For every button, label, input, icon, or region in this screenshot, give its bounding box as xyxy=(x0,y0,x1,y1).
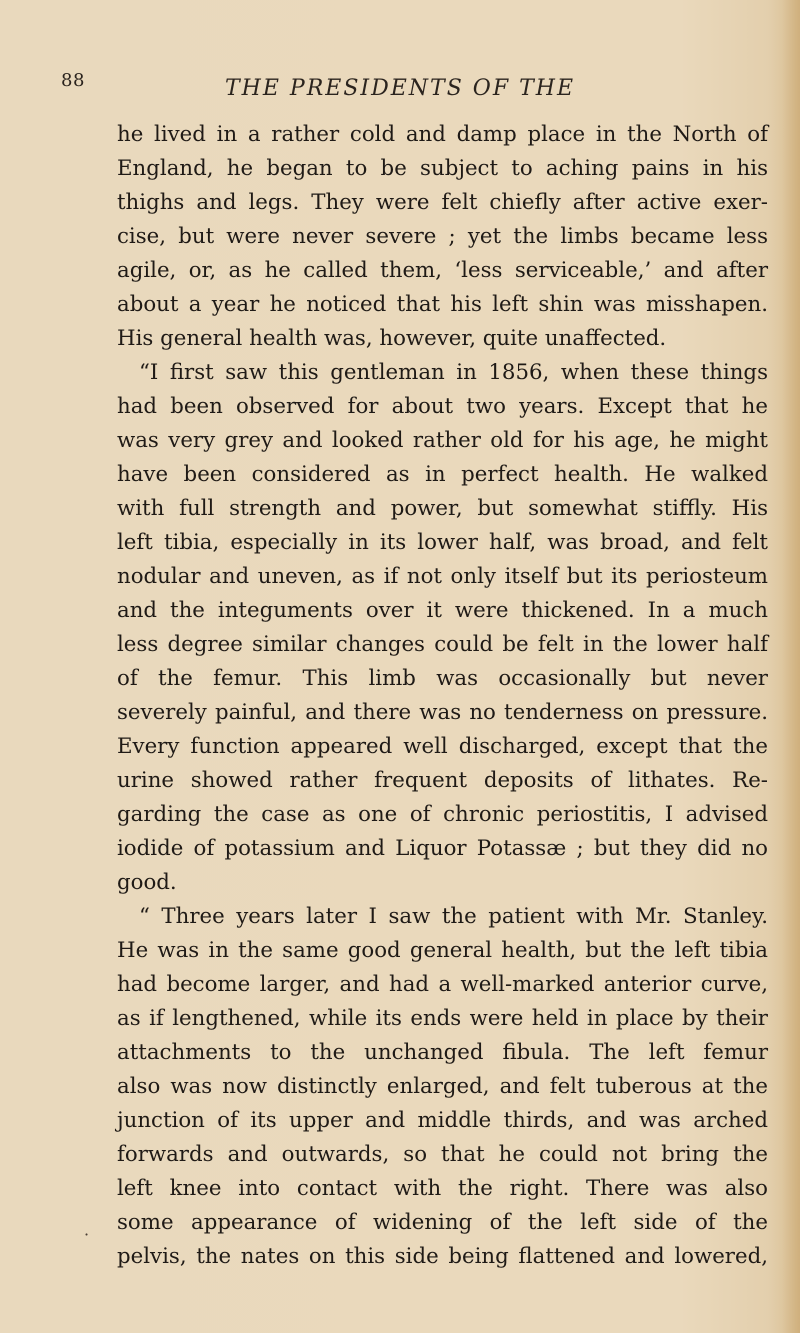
text-line: agile, or, as he called them, ‘less serviceable,’ and after xyxy=(117,258,768,283)
text-line: England, he began to be subject to aching pains in his xyxy=(117,156,768,181)
text-line: some appearance of widening of the left side of the xyxy=(117,1210,768,1235)
text-line: iodide of potassium and Liquor Potassæ ; but they did no xyxy=(117,836,768,861)
text-line: left tibia, especially in its lower half, was broad, and felt xyxy=(117,530,768,555)
text-line: nodular and uneven, as if not only itself but its periosteum xyxy=(117,564,768,589)
text-line: of the femur. This limb was occasionally but never xyxy=(117,666,768,691)
text-line: cise, but were never severe ; yet the limbs became less xyxy=(117,224,768,249)
text-line: had become larger, and had a well-marked anterior curve, xyxy=(117,972,768,997)
text-line: about a year he noticed that his left shin was misshapen. xyxy=(117,292,768,317)
text-line: he lived in a rather cold and damp place in the North of xyxy=(117,122,768,147)
text-line: He was in the same good general health, but the left tibia xyxy=(117,938,768,963)
text-line: had been observed for about two years. Except that he xyxy=(117,394,768,419)
page-number: 88 xyxy=(61,70,85,91)
text-line: with full strength and power, but somewhat stiffly. His xyxy=(117,496,768,521)
margin-mark: · xyxy=(84,1225,90,1244)
text-line: “ Three years later I saw the patient with Mr. Stanley. xyxy=(139,904,768,929)
text-line: urine showed rather frequent deposits of lithates. Re- xyxy=(117,768,768,793)
text-line: as if lengthened, while its ends were held in place by their xyxy=(117,1006,768,1031)
page-edge-shadow xyxy=(782,0,800,1333)
text-line: thighs and legs. They were felt chiefly after active exer- xyxy=(117,190,768,215)
text-line: “I first saw this gentleman in 1856, when these things xyxy=(139,360,768,385)
text-line: was very grey and looked rather old for his age, he might xyxy=(117,428,768,453)
text-line: His general health was, however, quite unaffected. xyxy=(117,326,667,351)
text-line: have been considered as in perfect health. He walked xyxy=(117,462,768,487)
text-line: less degree similar changes could be felt in the lower half xyxy=(117,632,768,657)
text-line: junction of its upper and middle thirds, and was arched xyxy=(117,1108,768,1133)
text-line: severely painful, and there was no tenderness on pressure. xyxy=(117,700,768,725)
text-line: Every function appeared well discharged, except that the xyxy=(117,734,768,759)
text-line: good. xyxy=(117,870,177,895)
text-line: and the integuments over it were thickened. In a much xyxy=(117,598,768,623)
text-line: left knee into contact with the right. There was also xyxy=(117,1176,768,1201)
text-line: garding the case as one of chronic periostitis, I advised xyxy=(117,802,768,827)
text-line: also was now distinctly enlarged, and felt tuberous at the xyxy=(117,1074,768,1099)
text-line: attachments to the unchanged fibula. The left femur xyxy=(117,1040,768,1065)
text-line: forwards and outwards, so that he could not bring the xyxy=(117,1142,768,1167)
text-line: pelvis, the nates on this side being flattened and lowered, xyxy=(117,1244,768,1269)
running-head-title: THE PRESIDENTS OF THE xyxy=(225,76,575,101)
